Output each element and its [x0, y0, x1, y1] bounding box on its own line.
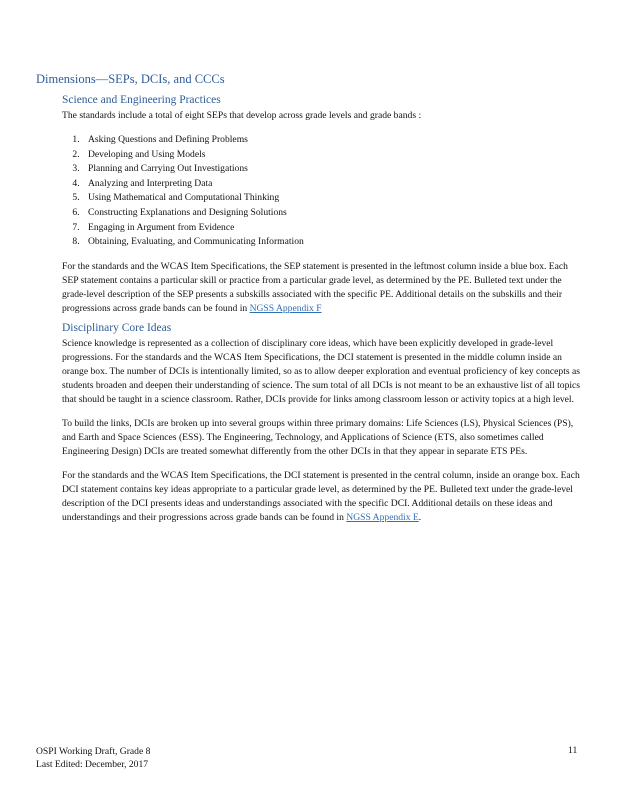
dci-paragraph-3-end: . — [418, 511, 422, 523]
sep-intro: The standards include a total of eight SEPs that develop across grade levels and grade bands : — [62, 110, 422, 121]
list-item: 8. Obtaining, Evaluating, and Communicating Information — [82, 235, 582, 250]
dci-paragraph-3-text: For the standards and the WCAS Item Specifications, the DCI statement is presented in the central column, inside an orange box. Each DCI statement contains key ideas appropriate to a particular grade level, as determined by the PE. Bulleted text under the grade-level description of the DCI presents ideas and understandings associated with the specific DCI. Additional details on these ideas and understandings and their progressions across grade bands can be found in — [62, 469, 580, 523]
sep-list — [62, 133, 582, 250]
footer-edited-date: Last Edited: December, 2017 — [36, 759, 149, 770]
page-number: 11 — [568, 745, 578, 756]
page-title: Dimensions—SEPs, DCIs, and CCCs — [36, 72, 225, 86]
footer-draft-label: OSPI Working Draft, Grade 8 — [36, 746, 151, 757]
list-item: 4. Analyzing and Interpreting Data — [82, 177, 582, 192]
dci-paragraph-2: To build the links, DCIs are broken up into several groups within three primary domains: Life Sciences (LS), Physical Sciences (PS), and Earth and Space Sciences (ESS). The Engineering, Technology, and Applications of Science (ETS, also sometimes called Engineering Design) DCIs are treated somewhat differently from the other DCIs in that they appear in separate ETS PEs. — [62, 417, 574, 457]
ngss-appendix-e-link[interactable]: NGSS Appendix E — [346, 511, 419, 523]
sep-paragraph — [62, 260, 582, 316]
dci-heading: Disciplinary Core Ideas — [62, 321, 172, 334]
dci-paragraph-1: Science knowledge is represented as a collection of disciplinary core ideas, which have been explicitly developed in grade-level progressions. For the standards and the WCAS Item Specifications, the DCI statement is presented in the middle column inside an orange box. The number of DCIs is intentionally limited, so as to allow deeper exploration and eventual proficiency of key concepts as students broaden and deepen their understanding of science. The sum total of all DCIs is not meant to be an exhaustive list of all topics that should be taught in a science classroom. Rather, DCIs provide for links among classroom lesson or activity topics at a high level. — [62, 337, 581, 405]
list-item: 3. Planning and Carrying Out Investigations — [82, 162, 582, 177]
ngss-appendix-f-link[interactable]: NGSS Appendix F — [249, 302, 322, 314]
sep-heading: Science and Engineering Practices — [62, 94, 221, 106]
dci-paragraph-3 — [62, 469, 582, 525]
list-item: 2. Developing and Using Models — [82, 148, 582, 163]
list-item: 7. Engaging in Argument from Evidence — [82, 221, 582, 236]
list-item: 1. Asking Questions and Defining Problems — [82, 133, 582, 148]
footer — [36, 745, 150, 771]
sep-paragraph-text: For the standards and the WCAS Item Specifications, the SEP statement is presented in the leftmost column inside a blue box. Each SEP statement contains a particular skill or practice from a particular grade level, as determined by the PE. Bulleted text under the grade-level description of the SEP presents a subskills associated with the specific PE. Additional details on the subskills and their progressions across grade bands can be found in — [62, 260, 568, 314]
main-content — [62, 94, 582, 525]
list-item: 6. Constructing Explanations and Designing Solutions — [82, 206, 582, 221]
list-item: 5. Using Mathematical and Computational Thinking — [82, 191, 582, 206]
